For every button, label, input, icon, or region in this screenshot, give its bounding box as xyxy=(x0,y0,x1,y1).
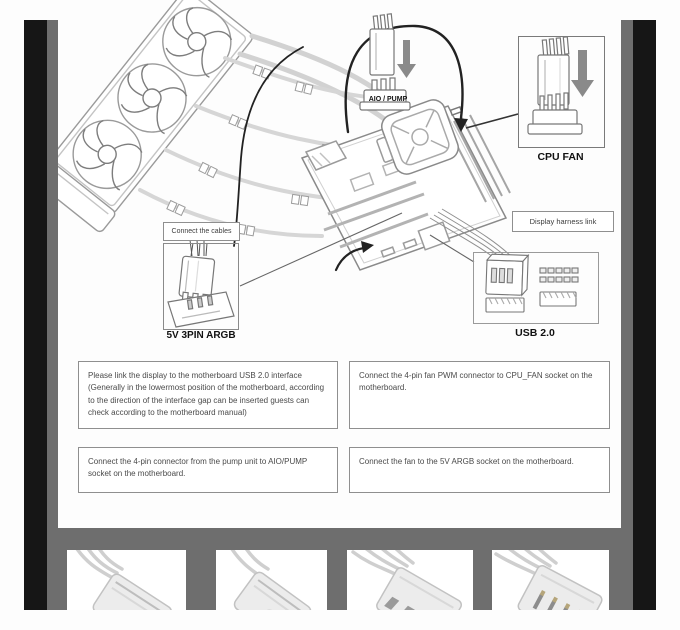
down-arrow-icon xyxy=(397,40,416,78)
note-usb xyxy=(78,361,338,429)
frame-left-gray-strip xyxy=(47,20,58,610)
note-usb-text: Please link the display to the motherboard USB 2.0 interface (Generally in the lowermost position of the motherboard, according to the direction of the interface gap can be inserted guests can check according to the motherboard manual) xyxy=(88,371,325,418)
pwm-connector-photo-icon xyxy=(492,550,609,610)
cpu-fan-callout-box xyxy=(518,36,605,148)
pwm-connector-photo-icon xyxy=(347,550,473,610)
usb-callout-box xyxy=(473,252,599,324)
connector-photo-1[interactable] xyxy=(67,550,186,610)
frame-right-gray-strip xyxy=(621,20,633,610)
connect-cables-tag xyxy=(163,222,240,241)
note-argb-text: Connect the fan to the 5V ARGB socket on the motherboard. xyxy=(359,457,574,466)
note-cpu-fan xyxy=(349,361,610,429)
note-cpu-fan-text: Connect the 4-pin fan PWM connector to CPU_FAN socket on the motherboard. xyxy=(359,371,593,393)
usb-label: USB 2.0 xyxy=(515,327,555,339)
aio-pump-label: AIO / PUMP xyxy=(368,96,408,103)
note-aio-pump-text: Connect the 4-pin connector from the pump unit to AIO/PUMP socket on the motherboard. xyxy=(88,457,308,479)
frame-left-black-bar xyxy=(24,20,47,610)
display-harness-label: Display harness link xyxy=(529,217,597,226)
connect-cables-label: Connect the cables xyxy=(171,228,232,235)
display-harness-tag xyxy=(512,211,614,232)
usb-leader-line xyxy=(430,235,474,262)
argb-callout-box xyxy=(163,243,239,330)
frame-right-black-bar xyxy=(633,20,656,610)
connector-photo-4[interactable] xyxy=(492,550,609,610)
note-aio-pump xyxy=(78,447,338,493)
argb-connector-photo-icon xyxy=(216,550,327,610)
argb-label: 5V 3PIN ARGB xyxy=(166,330,236,341)
connector-photo-2[interactable] xyxy=(216,550,327,610)
argb-cable-line xyxy=(234,47,303,246)
argb-connector-photo-icon xyxy=(67,550,186,610)
note-argb xyxy=(349,447,610,493)
connector-photo-3[interactable] xyxy=(347,550,473,610)
cpu-fan-label: CPU FAN xyxy=(537,151,584,163)
